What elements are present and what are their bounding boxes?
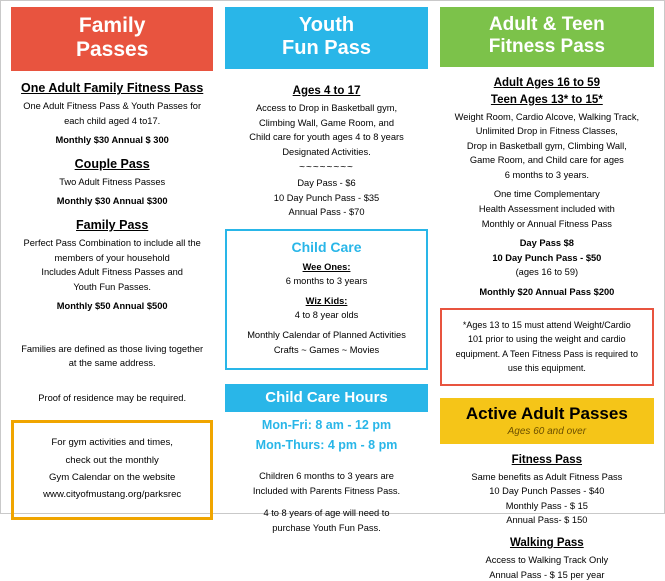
adult-ages-title: Adult Ages 16 to 59 [493, 76, 600, 89]
section-line: Access to Drop in Basketball gym, [255, 103, 398, 113]
columns-container [1, 1, 664, 580]
section-line: Includes Adult Fitness Passes and [41, 267, 183, 278]
benefit-line: Drop in Basketball gym, Climbing Wall, [466, 140, 627, 151]
youth-punch-pass-price: 10 Day Punch Pass - $35 [273, 192, 380, 203]
note-line: at the same address. [68, 358, 156, 369]
gym-calendar-box [11, 420, 213, 519]
section-line: Climbing Wall, Game Room, and [259, 117, 395, 128]
section-line: Same benefits as Adult Fitness Pass [471, 471, 623, 482]
note-line: Families are defined as those living together [21, 343, 204, 354]
section-line: Youth Fun Passes. [73, 281, 152, 292]
adult-teen-banner [440, 7, 654, 67]
note-line: Proof of residence may be required. [38, 392, 187, 403]
teen-ages-title: Teen Ages 13* to 15* [490, 93, 603, 106]
adult-age-note: (ages 16 to 59) [515, 267, 579, 278]
teen-requirement-note-box [440, 308, 654, 386]
adult-banner-line2: Fitness Pass [488, 35, 605, 57]
benefit-line: 6 months to 3 years. [504, 169, 589, 180]
section-title: Ages 4 to 17 [292, 85, 361, 97]
section-line: Two Adult Fitness Passes [59, 176, 166, 187]
section-divider: ~~~~~~~~ [299, 162, 354, 174]
complimentary-line: Health Assessment included with [478, 203, 615, 214]
footnote-line: purchase Youth Fun Pass. [272, 522, 381, 533]
child-care-header: Child Care [291, 238, 362, 255]
couple-pass-section [11, 157, 213, 208]
section-title: Couple Pass [74, 156, 150, 171]
adult-monthly-annual-price: Monthly $20 Annual Pass $200 [479, 286, 615, 297]
family-definition-note [11, 343, 213, 370]
section-line: Annual Pass- $ 150 [506, 515, 588, 526]
child-care-hours-title: Child Care Hours [265, 389, 388, 407]
child-care-activities: Monthly Calendar of Planned Activities [247, 330, 406, 341]
section-line: Monthly Pass - $ 15 [505, 500, 588, 511]
footnote-line: Included with Parents Fitness Pass. [252, 485, 401, 496]
benefit-line: Weight Room, Cardio Alcove, Walking Track, [454, 111, 640, 122]
adult-banner-line1: Adult & Teen [488, 14, 605, 35]
section-line: 10 Day Punch Passes - $40 [489, 486, 605, 497]
teen-note-line: use this equipment. [507, 362, 586, 373]
calendar-line: For gym activities and times, [51, 437, 173, 449]
section-line: Perfect Pass Combination to include all the [23, 238, 201, 249]
teen-note-line: equipment. A Teen Fitness Pass is required to [455, 348, 639, 359]
section-line: Annual Pass - $ 15 per year [489, 569, 605, 580]
footnote-line: Children 6 months to 3 years are [259, 471, 394, 482]
footnote-line: 4 to 8 years of age will need to [263, 508, 390, 519]
adult-punch-pass-price: 10 Day Punch Pass - $50 [492, 252, 602, 263]
child-care-activity-types: Crafts ~ Games ~ Movies [273, 344, 380, 355]
youth-annual-pass-price: Annual Pass - $70 [288, 207, 365, 218]
section-title: One Adult Family Fitness Pass [21, 81, 204, 96]
family-passes-banner [11, 7, 213, 71]
section-price: Monthly $30 Annual $ 300 [55, 135, 169, 146]
complimentary-line: Monthly or Annual Fitness Pass [481, 218, 612, 229]
child-care-hours-evening: Mon-Thurs: 4 pm - 8 pm [255, 438, 398, 453]
section-price: Monthly $50 Annual $500 [56, 301, 168, 312]
child-care-hours-banner [225, 384, 427, 412]
adult-teen-fitness-pass-column [434, 7, 660, 580]
youth-fun-pass-banner [225, 7, 427, 69]
wiz-kids-ages: 4 to 8 year olds [294, 310, 359, 321]
active-adult-title: Active Adult Passes [465, 403, 628, 423]
section-line: members of your household [54, 252, 170, 263]
youth-ages-section [225, 79, 427, 219]
benefit-line: Game Room, and Child care for ages [469, 155, 624, 166]
section-line: Designated Activities. [282, 146, 371, 157]
adult-teen-ages-section [440, 77, 654, 299]
youth-fun-pass-column [219, 7, 433, 533]
teen-note-line: *Ages 13 to 15 must attend Weight/Cardio [462, 320, 631, 331]
teen-note-line: 101 prior to using the weight and cardio [468, 334, 626, 345]
family-passes-column [5, 7, 219, 509]
youth-banner-line2: Fun Pass [282, 37, 371, 59]
wee-ones-title: Wee Ones: [302, 261, 351, 272]
section-line: Child care for youth ages 4 to 8 years [249, 132, 404, 143]
one-adult-family-fitness-pass-section [11, 81, 213, 147]
section-line: Access to Walking Track Only [485, 555, 609, 565]
active-adult-walking-pass-section [440, 537, 654, 581]
website-link[interactable]: www.cityofmustang.org/parksrec [43, 489, 182, 501]
section-title: Fitness Pass [511, 453, 582, 466]
child-care-footnotes [225, 462, 427, 534]
section-line: One Adult Fitness Pass & Youth Passes for [23, 101, 202, 112]
calendar-line: check out the monthly [65, 454, 159, 466]
complimentary-line: One time Complementary [493, 189, 600, 200]
active-adult-passes-banner [440, 398, 654, 444]
youth-banner-line1: Youth [298, 14, 355, 36]
child-care-box [225, 229, 427, 370]
adult-day-pass-price: Day Pass $8 [519, 238, 574, 249]
active-adult-subtitle: Ages 60 and over [507, 425, 587, 437]
youth-day-pass-price: Day Pass - $6 [297, 178, 356, 189]
active-adult-fitness-pass-section [440, 454, 654, 527]
wee-ones-ages: 6 months to 3 years [285, 276, 368, 287]
benefit-line: Unlimited Drop in Fitness Classes, [475, 126, 618, 137]
section-title: Walking Pass [509, 537, 584, 549]
section-line: each child aged 4 to17. [64, 115, 161, 126]
family-banner-line1: Family [78, 14, 146, 37]
section-title: Family Pass [76, 218, 149, 233]
section-price: Monthly $30 Annual $300 [56, 196, 168, 207]
proof-of-residence-note [11, 392, 213, 405]
family-banner-line2: Passes [75, 38, 149, 62]
wiz-kids-title: Wiz Kids: [305, 295, 348, 306]
family-pass-section [11, 218, 213, 313]
calendar-line: Gym Calendar on the website [48, 472, 176, 484]
child-care-hours-weekday: Mon-Fri: 8 am - 12 pm [261, 418, 392, 433]
